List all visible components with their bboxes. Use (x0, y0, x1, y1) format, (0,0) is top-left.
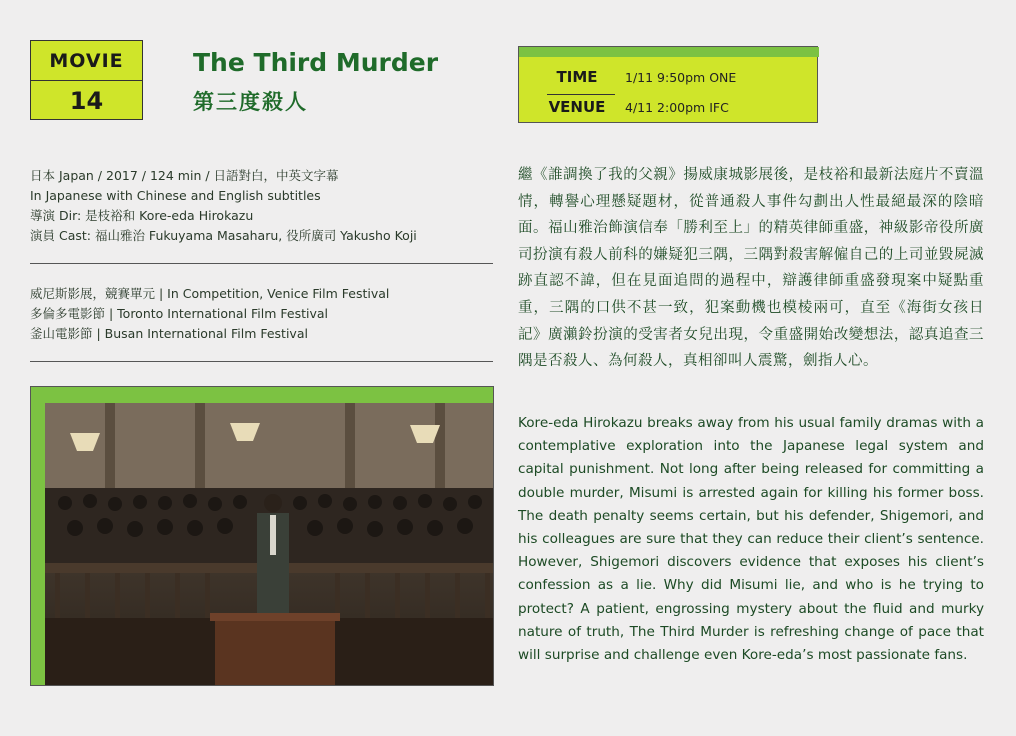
schedule-row-time (529, 63, 736, 91)
credit-line: 日本 Japan / 2017 / 124 min / 日語對白，中英文字幕 (30, 168, 339, 183)
movie-number: 14 (69, 87, 104, 115)
venue-label: VENUE (548, 98, 606, 116)
film-still-image (45, 403, 493, 685)
screening-2: 4/11 2:00pm IFC (625, 99, 729, 115)
festivals-block (30, 284, 500, 344)
divider-rule (30, 361, 493, 362)
credit-line: 演員 Cast: 福山雅治 Fukuyama Masaharu, 役所廣司 Yakusho Koji (30, 228, 417, 243)
movie-label: MOVIE (31, 41, 142, 81)
synopsis-chinese: 繼《誰調換了我的父親》揚威康城影展後，是枝裕和最新法庭片不賣溫情，轉譽心理懸疑題材，從普通殺人事件勾劃出人性最絕最深的陰暗面。福山雅治飾演信奉「勝利至上」的精英律師重盛，神級影帝役所廣司扮演有殺人前科的嫌疑犯三隅，三隅對殺害解僱自己的上司並毀屍滅跡直認不諱，但在見面追問的過程中，辯護律師重盛發現案中疑點重重，三隅的口供不甚一致，犯案動機也模棱兩可，直至《海街女孩日記》廣瀨鈴扮演的受害者女兒出現，令重盛開始改變想法，認真追查三隅是否殺人、為何殺人，真相卻叫人震驚，劍指人心。 (518, 167, 984, 370)
credits-block (30, 166, 500, 246)
festival-line: 多倫多電影節 | Toronto International Film Festival (30, 306, 329, 321)
schedule-bevel (519, 47, 819, 57)
time-label: TIME (556, 68, 598, 86)
schedule-row-venue (529, 93, 729, 121)
festival-line: 釜山電影節 | Busan International Film Festival (30, 326, 308, 341)
screening-1: 1/11 9:50pm ONE (625, 69, 737, 85)
film-title-chinese: 第三度殺人 (193, 90, 308, 114)
film-still-frame (30, 386, 494, 686)
synopsis-english: Kore-eda Hirokazu breaks away from his usual family dramas with a contemplative exploration into the Japanese legal system and capital punishment. Not long after being released for committing a double murder, Misumi is arrested again for killing his former boss. The death penalty seems certain, but his defender, Shigemori, and his colleagues are sure that they can reduce their client’s sentence. However, Shigemori discovers evidence that exposes his client’s confession as a lie. Why did Misumi lie, and who is he trying to protect? A patient, engrossing mystery about the fluid and murky nature of truth, The Third Murder is refreshing change of pace that will surprise and challenge even Kore-eda’s most passionate fans. (518, 415, 984, 664)
credit-line: 導演 Dir: 是枝裕和 Kore-eda Hirokazu (30, 208, 254, 223)
schedule-box (518, 46, 818, 123)
courtroom-illustration (45, 403, 493, 685)
divider-rule (30, 263, 493, 264)
movie-number-badge (30, 40, 143, 120)
film-title-english: The Third Murder (193, 48, 439, 77)
credit-line: In Japanese with Chinese and English subtitles (30, 188, 321, 203)
festival-line: 威尼斯影展，競賽單元 | In Competition, Venice Film Festival (30, 286, 390, 301)
